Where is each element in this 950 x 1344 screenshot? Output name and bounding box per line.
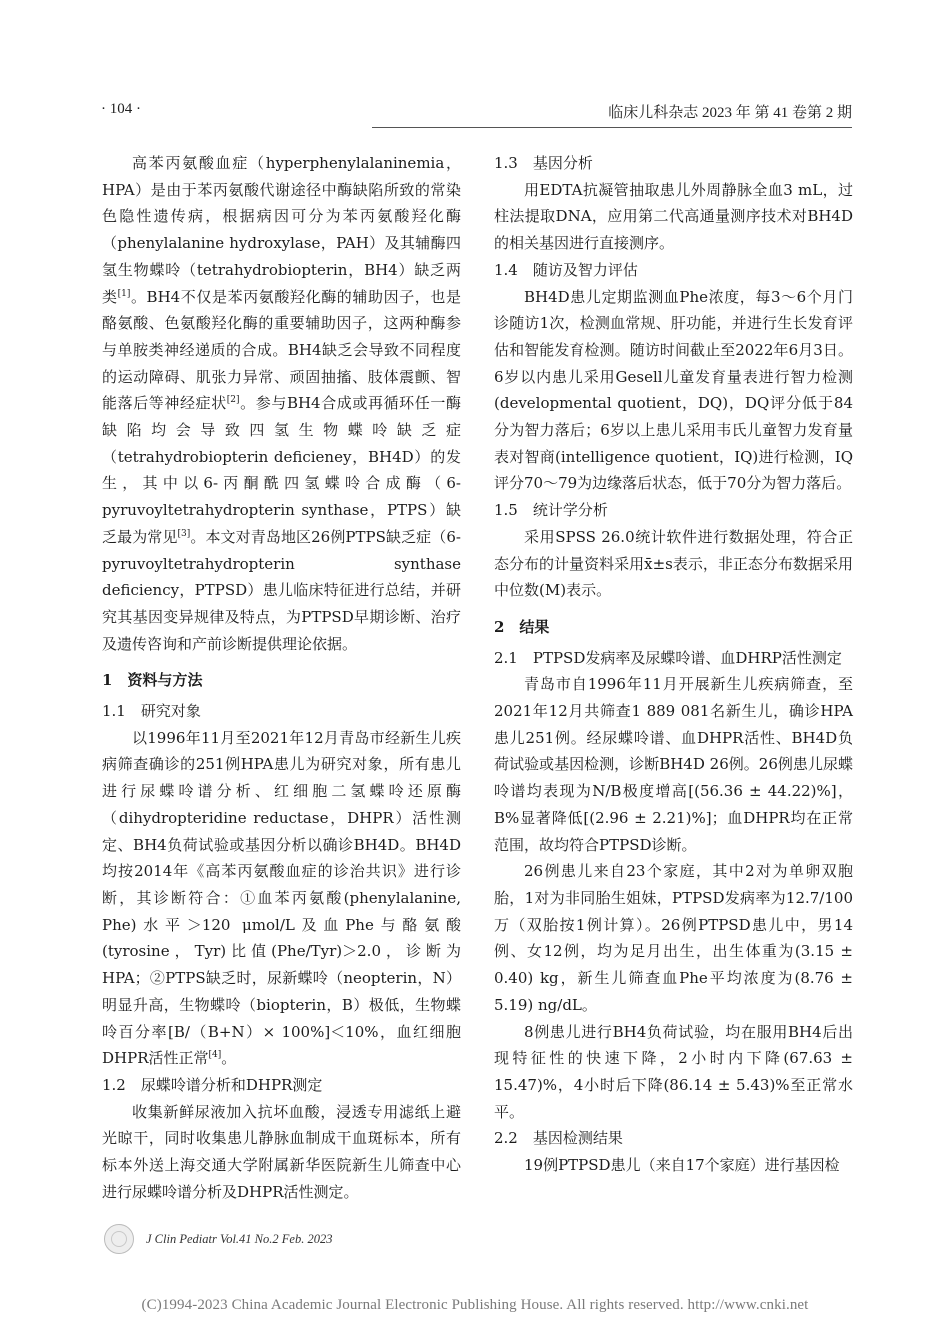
section-1-5-heading: 1.5 统计学分析 — [494, 501, 608, 520]
intro-text-3: 。参与BH4合成或再循环任一酶缺陷均会导致四氢生物蝶呤缺乏症（tetrahydrobiopterin deficieney，BH4D）的发生，其中以6-丙酮酰四氢蝶呤合成酶（6-pyruvoyltetrahydropterin synthase，PTPS）缺乏最为常见 — [102, 394, 461, 546]
citation-ref: [2] — [226, 395, 240, 406]
section-1-4-paragraph: BH4D患儿定期监测血Phe浓度，每3～6个月门诊随访1次，检测血常规、肝功能，并进行生长发育评估和智能发育检测。随访时间截止至2022年6月3日。6岁以内患儿采用Gesell儿童发育量表进行智力检测(developmental quotient，DQ)，DQ评分低于84分为智力落后；6岁以上患儿采用韦氏儿童智力发育量表对智商(intelligence quotient，IQ)进行检测，IQ评分70～79为边缘落后状态，低于70分为智力落后。 — [494, 287, 853, 493]
intro-text-4: 。本文对青岛地区26例PTPS缺乏症（6-pyruvoyltetrahydropterin synthase deficiency，PTPSD）患儿临床特征进行总结，并研究其基因变异规律及特点，为PTPSD早期诊断、治疗及遗传咨询和产前诊断提供理论依据。 — [102, 527, 461, 653]
section-2-1-paragraph-1: 青岛市自1996年11月开展新生儿疾病筛查，至2021年12月共筛查1 889 081名新生儿，确诊HPA患儿251例。经尿蝶呤谱、血DHPR活性、BH4D负荷试验或基因检测，诊断BH4D 26例。26例患儿尿蝶呤谱均表现为N/B极度增高[(56.36 ± 44.22)%]，B%显著降低[(2.96 ± 2.21)%]；血DHPR均在正常范围，故均符合PTPSD诊断。 — [494, 675, 853, 854]
intro-text-2: 。BH4不仅是苯丙氨酸羟化酶的辅助因子，也是酪氨酸、色氨酸羟化酶的重要辅助因子，这两种酶参与单胺类神经递质的合成。BH4缺乏会导致不同程度的运动障碍、肌张力异常、顽固抽搐、肢体震颤、智能落后等神经症状 — [102, 287, 461, 413]
section-2-heading: 2 结果 — [494, 617, 550, 636]
section-2-2-heading: 2.2 基因检测结果 — [494, 1129, 623, 1148]
s11-text-1: 以1996年11月至2021年12月青岛市经新生儿疾病筛查确诊的251例HPA患儿为研究对象，所有患儿进行尿蝶呤谱分析、红细胞二氢蝶呤还原酶（dihydropteridine reductase，DHPR）活性测定、BH4负荷试验或基因分析以确诊BH4D。BH4D均按2014年《高苯丙氨酸血症的诊治共识》进行诊断，其诊断符合：①血苯丙氨酸(phenylalanine, Phe)水平＞120 μmol/L及血Phe与酪氨酸(tyrosine，Tyr)比值(Phe/Tyr)＞2.0，诊断为HPA；②PTPS缺乏时，尿新蝶呤（neopterin，N）明显升高，生物蝶呤（biopterin，B）极低，生物蝶呤百分率[B/（B+N）× 100%]＜10%，血红细胞DHPR活性正常 — [102, 728, 461, 1068]
running-header-journal: 临床儿科杂志 2023 年 第 41 卷第 2 期 — [608, 105, 852, 121]
left-column — [102, 150, 461, 1205]
section-1-4-heading: 1.4 随访及智力评估 — [494, 260, 638, 279]
citation-ref: [1] — [117, 288, 131, 299]
page-number: · 104 · — [101, 101, 141, 117]
citation-ref: [4] — [208, 1050, 222, 1061]
section-2-1-heading: 2.1 PTPSD发病率及尿蝶呤谱、血DHRP活性测定 — [494, 648, 842, 667]
citation-ref: [3] — [177, 528, 191, 539]
section-1-1-paragraph — [102, 725, 461, 1072]
section-1-2-paragraph: 收集新鲜尿液加入抗坏血酸，浸透专用滤纸上避光晾干，同时收集患儿静脉血制成干血斑标本，所有标本外送上海交通大学附属新华医院新生儿筛查中心进行尿蝶呤谱分析及DHPR活性测定。 — [102, 1102, 461, 1201]
section-1-1-heading: 1.1 研究对象 — [102, 702, 201, 721]
page-footer — [104, 1224, 332, 1254]
header-rule — [372, 127, 852, 128]
s11-text-2: 。 — [221, 1049, 237, 1068]
intro-text-1: 高苯丙氨酸血症（hyperphenylalaninemia，HPA）是由于苯丙氨酸代谢途径中酶缺陷所致的常染色隐性遗传病，根据病因可分为苯丙氨酸羟化酶（phenylalanine hydroxylase，PAH）及其辅酶四氢生物蝶呤（tetrahydrobiopterin，BH4）缺乏两类 — [102, 154, 461, 306]
section-1-3-heading: 1.3 基因分析 — [494, 154, 593, 172]
section-1-2-heading: 1.2 尿蝶呤谱分析和DHPR测定 — [102, 1075, 323, 1094]
journal-logo-icon — [104, 1224, 134, 1254]
section-2-2-paragraph: 19例PTPSD患儿（来自17个家庭）进行基因检 — [524, 1156, 840, 1175]
section-1-5-paragraph: 采用SPSS 26.0统计软件进行数据处理，符合正态分布的计量资料采用x̄±s表示，非正态分布数据采用中位数(M)表示。 — [494, 527, 853, 600]
section-2-1-paragraph-2: 26例患儿来自23个家庭，其中2对为单卵双胞胎，1对为非同胎生姐妹，PTPSD发病率为12.7/100万（双胎按1例计算）。26例PTPSD患儿中，男14例、女12例，均为足月出生，出生体重为(3.15 ± 0.40) kg，新生儿筛查血Phe平均浓度为(8.76 ± 5.19) ng/dL。 — [494, 862, 853, 1014]
section-1-heading: 1 资料与方法 — [102, 671, 203, 690]
intro-paragraph — [102, 150, 461, 657]
section-1-3-paragraph: 用EDTA抗凝管抽取患儿外周静脉全血3 mL，过柱法提取DNA，应用第二代高通量测序技术对BH4D的相关基因进行直接测序。 — [494, 180, 853, 253]
copyright-notice: (C)1994-2023 China Academic Journal Electronic Publishing House. All rights reserved. http://www.cnki.net — [141, 1297, 809, 1313]
right-column — [494, 150, 853, 1179]
footer-journal-citation: J Clin Pediatr Vol.41 No.2 Feb. 2023 — [146, 1231, 333, 1246]
section-2-1-paragraph-3: 8例患儿进行BH4负荷试验，均在服用BH4后出现特征性的快速下降，2小时内下降(67.63 ± 15.47)%，4小时后下降(86.14 ± 5.43)%至正常水平。 — [494, 1022, 853, 1121]
